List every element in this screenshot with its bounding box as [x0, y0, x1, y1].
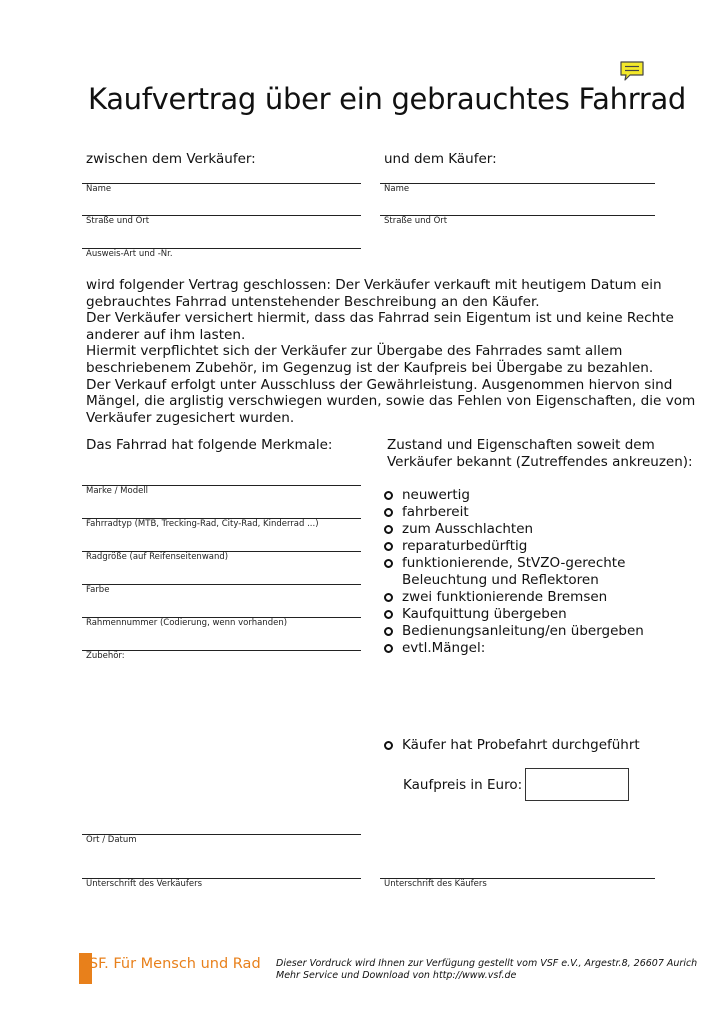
contract-line: anderer auf ihm lasten. [86, 326, 246, 343]
condition-heading-line2: Verkäufer bekannt (Zutreffendes ankreuzen): [387, 454, 693, 470]
checkbox-circle-icon[interactable] [384, 542, 393, 551]
vsf-logo: VSF. Für Mensch und Rad [79, 956, 261, 972]
contract-line: beschriebenem Zubehör, im Gegenzug ist der Kaufpreis bei Übergabe zu bezahlen. [86, 359, 654, 376]
checkbox-circle-icon[interactable] [384, 559, 393, 568]
checkbox-circle-icon[interactable] [384, 610, 393, 619]
buyer-heading: und dem Käufer: [384, 151, 497, 167]
footer-line-1: Dieser Vordruck wird Ihnen zur Verfügung gestellt vom VSF e.V., Argestr.8, 26607 Aurich [276, 958, 698, 969]
contract-line: Mängel, die arglistig verschwiegen wurden, sowie das Fehlen von Eigenschaften, die vom [86, 393, 696, 410]
checkbox-circle-icon[interactable] [384, 525, 393, 534]
place-date-label: Ort / Datum [86, 835, 137, 845]
option-neuwertig[interactable] [384, 487, 470, 504]
seller-heading: zwischen dem Verkäufer: [86, 151, 256, 167]
option-label: evtl.Mängel: [402, 640, 486, 656]
option-bremsen[interactable] [384, 589, 607, 606]
checkbox-circle-icon[interactable] [384, 741, 393, 750]
checkbox-circle-icon[interactable] [384, 491, 393, 500]
option-label: Kaufquittung übergeben [402, 606, 567, 622]
option-maengel[interactable] [384, 640, 485, 657]
frame-number-label: Rahmennummer (Codierung, wenn vorhanden) [86, 618, 288, 628]
buyer-signature-label: Unterschrift des Käufers [384, 879, 487, 889]
option-label: neuwertig [402, 487, 470, 503]
option-label: Bedienungsanleitung/en übergeben [402, 623, 644, 639]
buyer-name-line[interactable] [380, 183, 655, 184]
seller-street-label: Straße und Ort [86, 216, 150, 226]
option-probefahrt[interactable] [384, 737, 640, 754]
condition-heading-line1: Zustand und Eigenschaften soweit dem [387, 437, 655, 453]
brand-model-label: Marke / Modell [86, 486, 149, 496]
option-label: zum Ausschlachten [402, 521, 534, 537]
accessories-label: Zubehör: [86, 651, 125, 661]
buyer-name-label: Name [384, 184, 410, 194]
contract-line: Verkäufer zugesichert wurden. [86, 409, 295, 426]
comment-icon[interactable] [619, 60, 645, 82]
option-fahrbereit[interactable] [384, 504, 469, 521]
option-label: zwei funktionierende Bremsen [402, 589, 608, 605]
wheel-size-label: Radgröße (auf Reifenseitenwand) [86, 552, 229, 562]
contract-line: Der Verkäufer versichert hiermit, dass das Fahrrad sein Eigentum ist und keine Rechte [86, 310, 674, 327]
price-input[interactable] [525, 768, 629, 801]
checkbox-circle-icon[interactable] [384, 644, 393, 653]
page-title: Kaufvertrag über ein gebrauchtes Fahrrad [88, 82, 687, 116]
option-label [402, 555, 625, 589]
option-quittung[interactable] [384, 606, 567, 623]
option-label: Käufer hat Probefahrt durchgeführt [402, 737, 640, 753]
bike-type-label: Fahrradtyp (MTB, Trecking-Rad, City-Rad, Kinderrad ...) [86, 519, 319, 529]
features-heading: Das Fahrrad hat folgende Merkmale: [86, 437, 333, 453]
seller-signature-label: Unterschrift des Verkäufers [86, 879, 203, 889]
checkbox-circle-icon[interactable] [384, 508, 393, 517]
price-label: Kaufpreis in Euro: [403, 777, 523, 793]
contract-line: Der Verkauf erfolgt unter Ausschluss der Gewährleistung. Ausgenommen hiervon sind [86, 376, 673, 393]
option-label: fahrbereit [402, 504, 469, 520]
buyer-street-label: Straße und Ort [384, 216, 448, 226]
contract-text [86, 277, 696, 426]
checkbox-circle-icon[interactable] [384, 627, 393, 636]
footer-line-2: Mehr Service und Download von http://www.vsf.de [276, 970, 517, 981]
option-label-continuation: Beleuchtung und Reflektoren [402, 572, 599, 588]
seller-name-line[interactable] [82, 183, 361, 184]
option-anleitung[interactable] [384, 623, 644, 640]
contract-line: Hiermit verpflichtet sich der Verkäufer zur Übergabe des Fahrrades samt allem [86, 343, 623, 360]
contract-line: wird folgender Vertrag geschlossen: Der Verkäufer verkauft mit heutigem Datum ein [86, 277, 662, 293]
option-label-line: funktionierende, StVZO-gerechte [402, 555, 626, 571]
seller-id-label: Ausweis-Art und -Nr. [86, 249, 173, 259]
option-beleuchtung[interactable] [384, 555, 625, 589]
color-label: Farbe [86, 585, 110, 595]
option-label: reparaturbedürftig [402, 538, 528, 554]
color-line[interactable] [82, 584, 361, 585]
seller-name-label: Name [86, 184, 112, 194]
checkbox-circle-icon[interactable] [384, 593, 393, 602]
option-reparatur[interactable] [384, 538, 527, 555]
contract-line: gebrauchtes Fahrrad untenstehender Beschreibung an den Käufer. [86, 293, 540, 310]
condition-heading [387, 437, 693, 471]
option-ausschlachten[interactable] [384, 521, 533, 538]
